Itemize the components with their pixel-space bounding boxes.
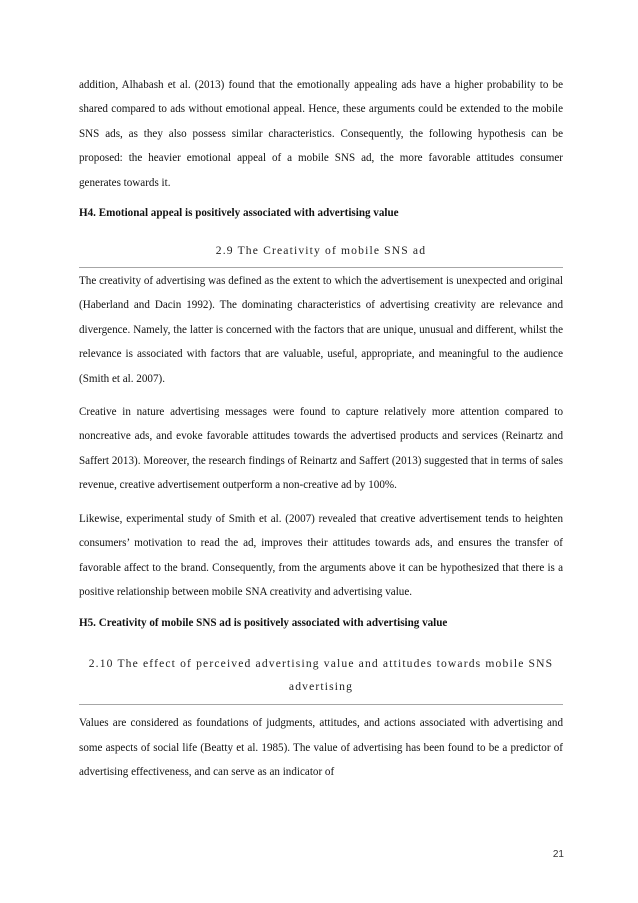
hypothesis-h4: H4. Emotional appeal is positively associated with advertising value bbox=[79, 207, 399, 220]
paragraph-experimental-study: Likewise, experimental study of Smith et al. (2007) revealed that creative advertisement tends to heighten consumers’ motivation to read the ad, improves their attitudes towards ads, and ensures the transfer of favorable affect to the brand. Consequently, from the arguments above it can be hypothesized that there is a positive relationship between mobile SNA creativity and advertising value. bbox=[79, 512, 563, 598]
paragraph-emotional-appeal-continued: addition, Alhabash et al. (2013) found that the emotionally appealing ads have a higher probability to be shared compared to ads without emotional appeal. Hence, these arguments could be extended to the mobile SNS ads, as they also possess similar characteristics. Consequently, the following hypothesis can be proposed: the heavier emotional appeal of a mobile SNS ad, the more favorable attitudes consumer generates towards it. bbox=[79, 79, 563, 189]
paragraph-advertising-values: Values are considered as foundations of judgments, attitudes, and actions associated with advertising and some aspects of social life (Beatty et al. 1985). The value of advertising has been found to be a predictor of advertising effectiveness, and can serve as an indicator of bbox=[79, 717, 563, 779]
heading-divider bbox=[79, 267, 563, 268]
hypothesis-h5: H5. Creativity of mobile SNS ad is positively associated with advertising value bbox=[79, 617, 448, 630]
section-heading-2-9: 2.9 The Creativity of mobile SNS ad bbox=[215, 244, 427, 258]
heading-divider bbox=[79, 704, 563, 705]
paragraph-creativity-definition: The creativity of advertising was defined as the extent to which the advertisement is unexpected and original (Haberland and Dacin 1992). The dominating characteristics of advertising creativity are relevance and divergence. Namely, the latter is concerned with the factors that are unique, unusual and different, whilst the relevance is associated with factors that are valuable, useful, appropriate, and meaningful to the audience (Smith et al. 2007). bbox=[79, 275, 563, 385]
page-number: 21 bbox=[552, 849, 564, 860]
paragraph-creative-messages: Creative in nature advertising messages were found to capture relatively more attention compared to noncreative ads, and evoke favorable attitudes towards the advertised products and services (Reinartz and Saffert 2013). Moreover, the research findings of Reinartz and Saffert (2013) suggested that in terms of sales revenue, creative advertisement outperform a non-creative ad by 100%. bbox=[79, 406, 563, 492]
section-heading-2-10: 2.10 The effect of perceived advertising value and attitudes towards mobile SNS advertising bbox=[88, 657, 554, 694]
page-body bbox=[79, 73, 563, 785]
